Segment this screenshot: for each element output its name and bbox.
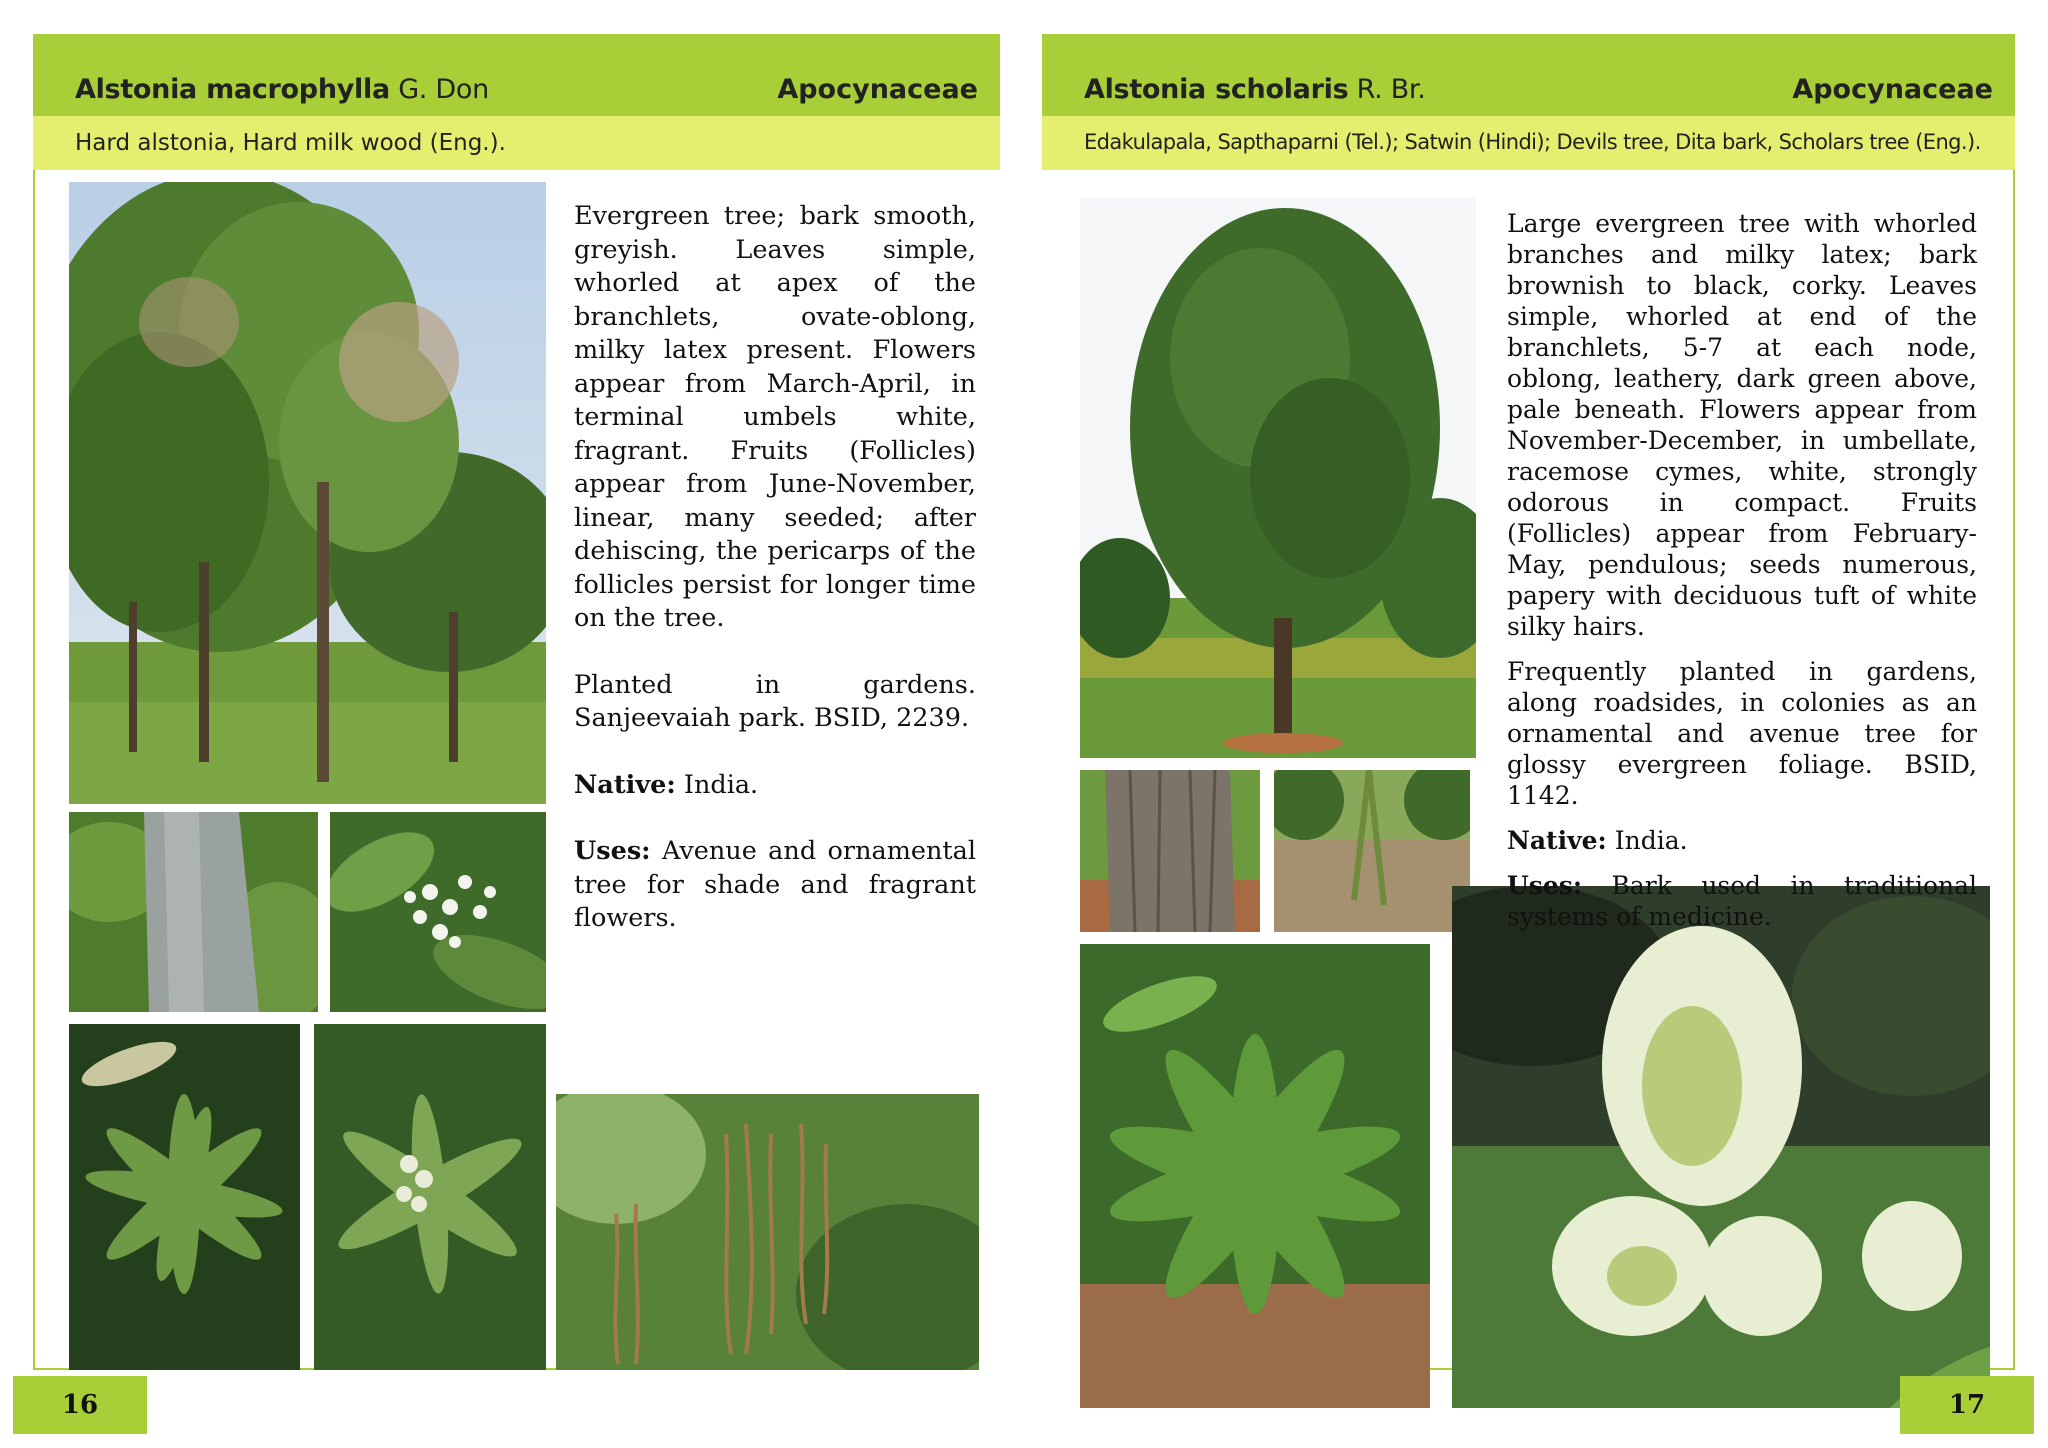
author: R. Br.: [1356, 74, 1426, 105]
leaf-whorl-photo: [69, 1024, 300, 1370]
page-number-left: 16: [13, 1376, 147, 1434]
genus-species: Alstonia scholaris: [1084, 74, 1349, 105]
scientific-name: [1084, 74, 1426, 105]
flower-cluster-photo: [1452, 886, 1990, 1408]
native-label: Native:: [574, 769, 676, 800]
habitat: Frequently planted in gardens, along roadsides, in colonies as an ornamental and avenue tree for glossy evergreen foliage. BSID, 1142.: [1507, 657, 1977, 810]
native-label: Native:: [1507, 826, 1607, 855]
page-number-right: 17: [1900, 1376, 2034, 1434]
common-names: Hard alstonia, Hard milk wood (Eng.).: [75, 130, 506, 156]
description: Evergreen tree; bark smooth, greyish. Leaves simple, whorled at apex of the branchlets, ovate-oblong, milky latex present. Flowers appear from March-April, in terminal umbels white, fragrant. Fruits (Follicles) appear from June-November, linear, many seeded; after dehiscing, the pericarps of the follicles persist for longer time on the tree.: [574, 201, 976, 633]
species-text: [1507, 208, 1977, 932]
leaf-whorl-photo: [1080, 944, 1430, 1408]
page-border-left: [33, 170, 35, 1370]
native-value: India.: [1614, 826, 1688, 855]
native-value: India.: [683, 769, 759, 800]
right-page: [1042, 34, 2015, 1389]
native: [1507, 825, 1977, 856]
uses: [574, 835, 976, 936]
habitat: Planted in gardens. Sanjeevaiah park. BSID, 2239.: [574, 669, 976, 733]
left-page: [33, 34, 1000, 1389]
uses-label: Uses:: [574, 836, 651, 866]
page-border-right: [2013, 170, 2015, 1370]
description: Large evergreen tree with whorled branches and milky latex; bark brownish to black, corky. Leaves simple, whorled at end of the branchlets, 5-7 at each node, oblong, leathery, dark green above, pale beneath. Flowers appear from November-December, in umbellate, racemose cymes, white, strongly odorous in compact. Fruits (Follicles) appear from February-May, pendulous; seeds numerous, papery with deciduous tuft of white silky hairs.: [1507, 209, 1977, 641]
tree-photo: [69, 182, 546, 804]
flowering-branch-photo: [314, 1024, 546, 1370]
common-names: Edakulapala, Sapthaparni (Tel.); Satwin (Hindi); Devils tree, Dita bark, Scholars tree (Eng.).: [1084, 130, 1981, 154]
common-names-bar: [1042, 116, 2015, 170]
flower-photo: [330, 812, 546, 1012]
follicle-photo: [1274, 770, 1470, 932]
tree-photo: [1080, 198, 1476, 758]
family-name: Apocynaceae: [777, 74, 978, 105]
bark-photo: [1080, 770, 1260, 932]
follicles-photo: [556, 1094, 979, 1370]
uses-value: Avenue and ornamental tree for shade and fragrant flowers.: [574, 836, 976, 933]
native: [574, 769, 976, 803]
scientific-name: [75, 74, 489, 105]
uses-label: Uses:: [1507, 871, 1583, 900]
common-names-bar: [33, 116, 1000, 170]
uses: [1507, 870, 1977, 932]
species-header: [1042, 34, 2015, 116]
author: G. Don: [398, 74, 489, 105]
family-name: Apocynaceae: [1792, 74, 1993, 105]
bark-photo: [69, 812, 318, 1012]
species-header: [33, 34, 1000, 116]
uses-value: Bark used in traditional systems of medicine.: [1507, 871, 1977, 931]
species-text: [574, 200, 976, 936]
genus-species: Alstonia macrophylla: [75, 74, 390, 105]
